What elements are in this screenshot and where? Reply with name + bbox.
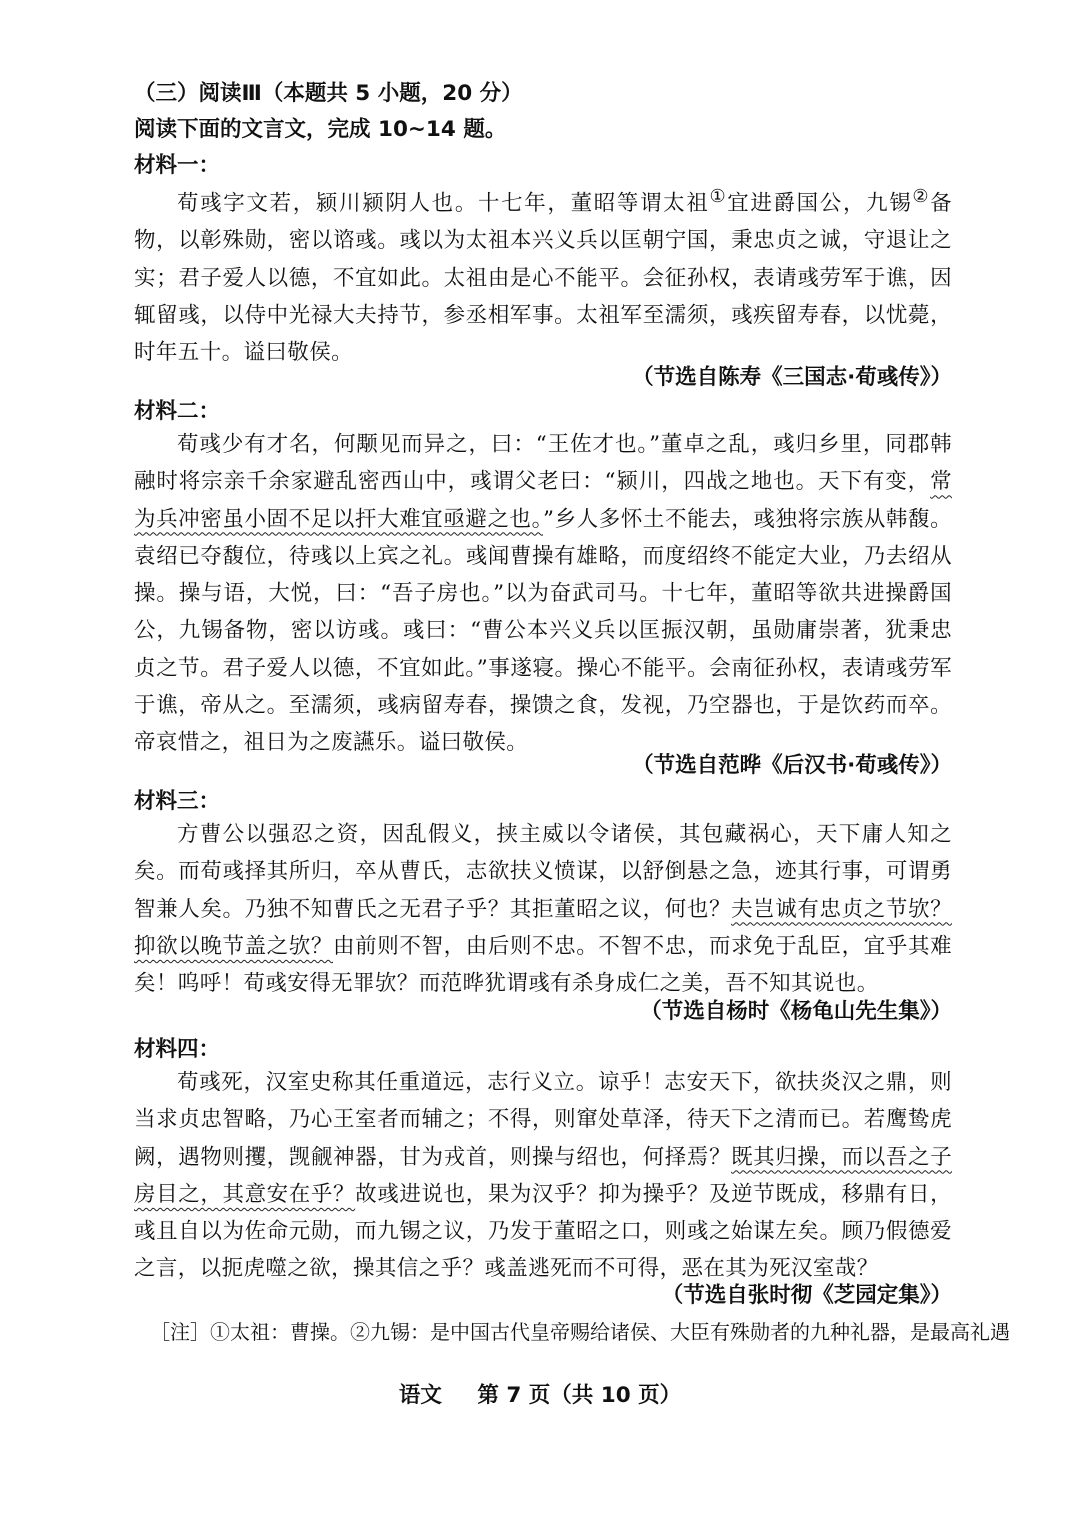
footer-page-number: 第 7 页（共 10 页） bbox=[477, 1383, 682, 1408]
material-3-source: （节选自杨时《杨龟山先生集》） bbox=[640, 999, 952, 1024]
page-footer bbox=[0, 1378, 1080, 1409]
footnote: ［注］①太祖：曹操。②九锡：是中国古代皇帝赐给诸侯、大臣有殊勋者的九种礼器，是最高礼遇 bbox=[150, 1320, 1010, 1344]
material-4-text: 荀彧死，汉室史称其任重道远，志行义立。谅乎！志安天下，欲扶炎汉之鼎，则当求贞忠智略，乃心王室者而辅之；不得，则窜处草泽，待天下之清而已。若鹰鸷虎阙，遇物则攫，觊觎神器，甘为戎首，则操与绍也，何择焉？既其归操，而以吾之子房目之，其意安在乎？故彧进说也，果为汉乎？抑为操乎？及逆节既成，移鼎有日，彧且自以为佐命元勋，而九锡之议，乃发于董昭之口，则彧之始谋左矣。顾乃假德爱之言，以扼虎噬之欲，操其信之乎？彧盖逃死而不可得，恶在其为死汉室哉？ bbox=[134, 1070, 952, 1282]
footer-subject: 语文 bbox=[398, 1383, 442, 1408]
material-2-label: 材料二： bbox=[134, 399, 221, 424]
section-instruction: 阅读下面的文言文，完成 10~14 题。 bbox=[134, 117, 507, 142]
material-3-label: 材料三： bbox=[134, 789, 221, 814]
material-2-text: 荀彧少有才名，何颙见而异之，曰：“王佐才也。”董卓之乱，彧归乡里，同郡韩融时将宗亲千余家避乱密西山中，彧谓父老曰：“颍川，四战之地也。天下有变，常为兵冲密虽小固不足以扞大难宜亟避之也。”乡人多怀土不能去，彧独将宗族从韩馥。袁绍已夺馥位，待彧以上宾之礼。彧闻曹操有雄略，而度绍终不能定大业，乃去绍从操。操与语，大悦，曰：“吾子房也。”以为奋武司马。十七年，董昭等欲共进操爵国公，九锡备物，密以访彧。彧曰：“曹公本兴义兵以匡振汉朝，虽勋庸崇著，犹秉忠贞之节。君子爱人以德，不宜如此。”事遂寝。操心不能平。会南征孙权，表请彧劳军于谯，帝从之。至濡须，彧病留寿春，操馈之食，发视，乃空器也，于是饮药而卒。帝哀惜之，祖日为之废讌乐。谥曰敬侯。 bbox=[134, 432, 953, 756]
material-4-source: （节选自张时彻《芝园定集》） bbox=[661, 1283, 952, 1308]
material-4-label: 材料四： bbox=[134, 1037, 221, 1062]
material-2-source: （节选自范晔《后汉书·荀彧传》） bbox=[632, 753, 952, 778]
material-1-source: （节选自陈寿《三国志·荀彧传》） bbox=[632, 365, 952, 390]
material-3-text: 方曹公以强忍之资，因乱假义，挟主威以令诸侯，其包藏祸心，天下庸人知之矣。而荀彧择其所归，卒从曹氏，志欲扶义愤谋，以舒倒悬之急，迹其行事，可谓勇智兼人矣。乃独不知曹氏之无君子乎？其拒董昭之议，何也？夫岂诚有忠贞之节欤？抑欲以晚节盖之欤？由前则不智，由后则不忠。不智不忠，而求免于乱臣，宜乎其难矣！呜呼！荀彧安得无罪欤？而范晔犹谓彧有杀身成仁之美，吾不知其说也。 bbox=[134, 822, 952, 997]
section-heading: （三）阅读Ⅲ（本题共 5 小题，20 分） bbox=[134, 81, 523, 106]
material-1-label: 材料一： bbox=[134, 153, 221, 178]
material-1-text: 荀彧字文若，颍川颍阴人也。十七年，董昭等谓太祖①宜进爵国公，九锡②备物，以彰殊勋，密以谘彧。彧以为太祖本兴义兵以匡朝宁国，秉忠贞之诚，守退让之实；君子爱人以德，不宜如此。太祖由是心不能平。会征孙权，表请彧劳军于谯，因辄留彧，以侍中光禄大夫持节，参丞相军事。太祖军至濡须，彧疾留寿春，以忧薨，时年五十。谥曰敬侯。 bbox=[134, 186, 953, 366]
